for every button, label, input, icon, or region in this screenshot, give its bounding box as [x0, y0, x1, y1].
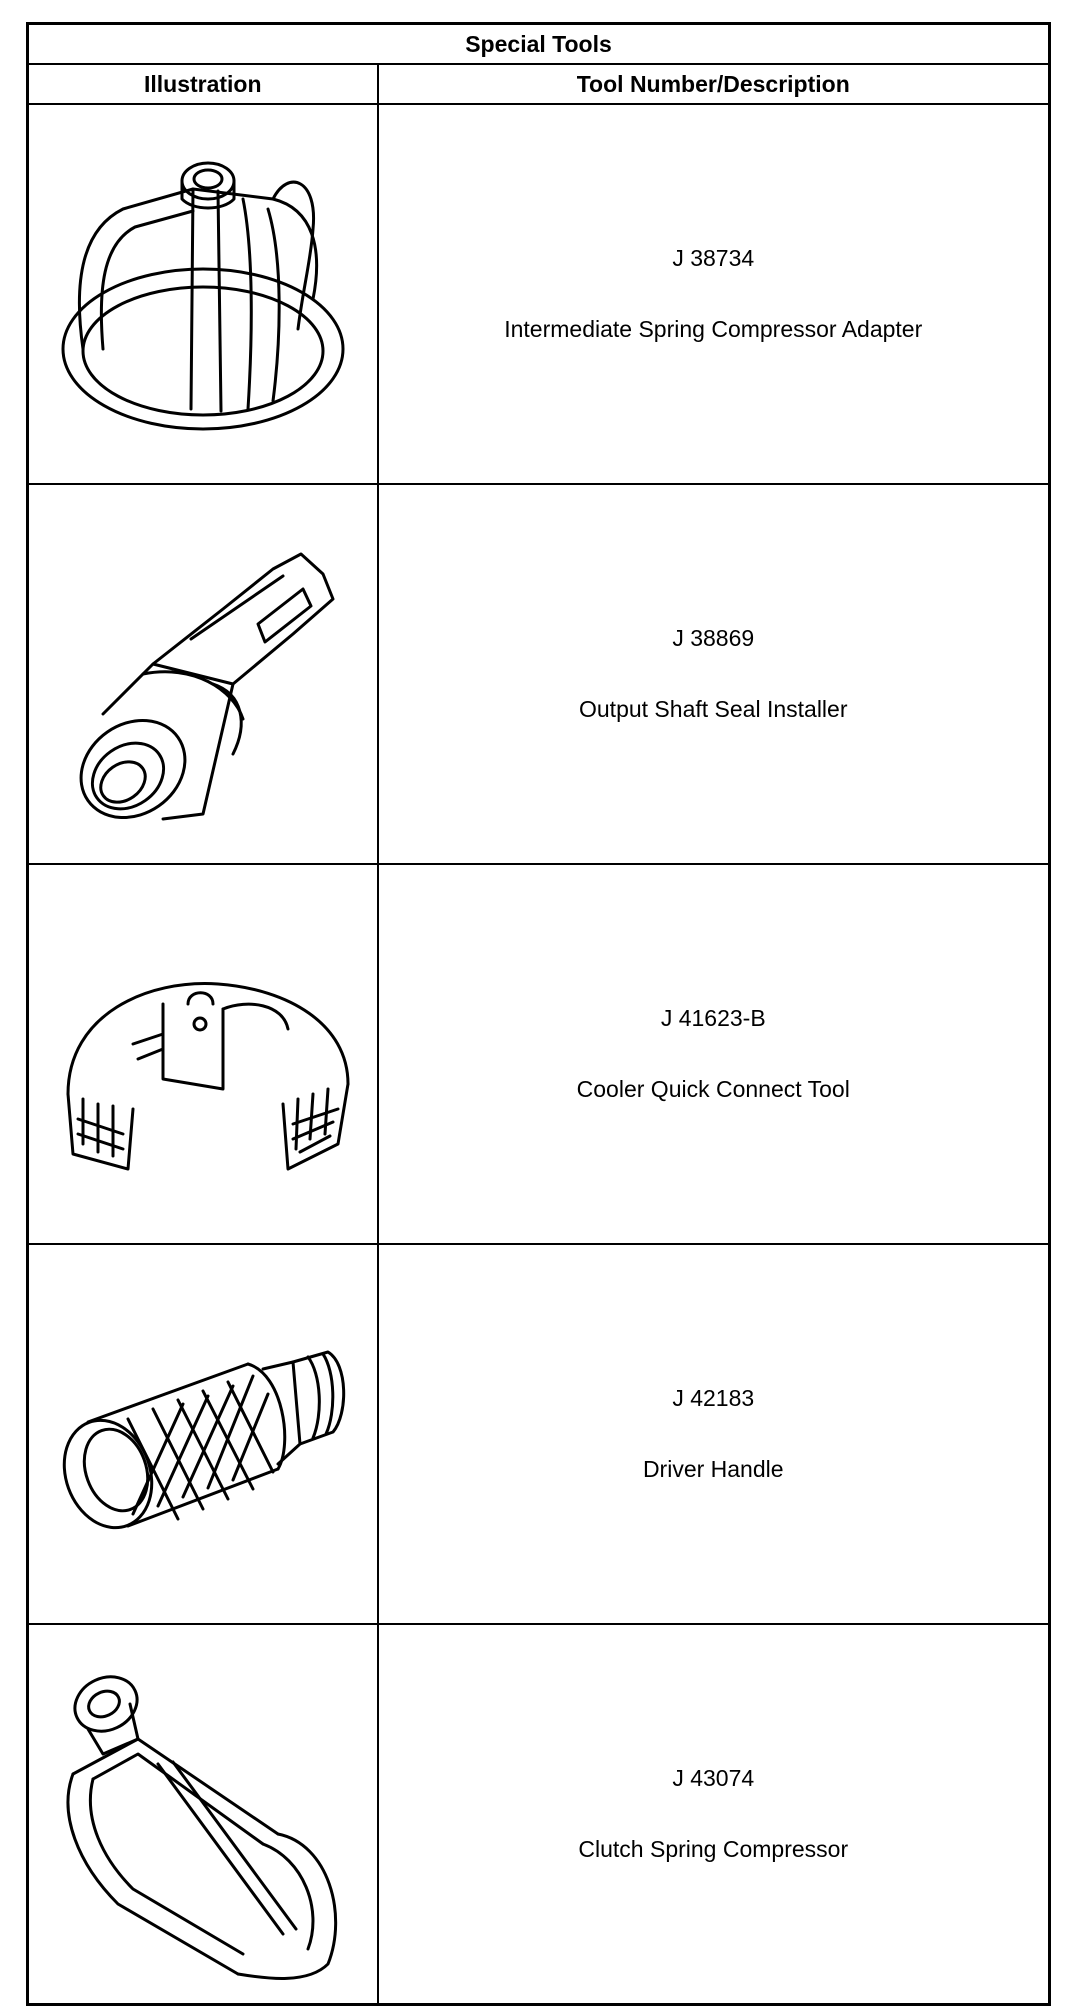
illustration-cell	[28, 1244, 378, 1624]
tool-description: Driver Handle	[642, 1456, 784, 1482]
table-title-row	[28, 24, 1050, 65]
tool-cell	[378, 104, 1050, 484]
tool-description: Clutch Spring Compressor	[578, 1836, 849, 1862]
tool-number: J 43074	[672, 1765, 755, 1791]
tool-number: J 38734	[672, 245, 755, 271]
quick-connect-tool-icon	[38, 894, 368, 1214]
table-row	[28, 484, 1050, 864]
clutch-spring-compressor-icon	[38, 1644, 368, 1984]
tool-description: Intermediate Spring Compressor Adapter	[504, 316, 923, 342]
tool-cell	[378, 864, 1050, 1244]
table-row	[28, 1244, 1050, 1624]
tool-number: J 42183	[672, 1385, 755, 1411]
illustration-header: Illustration	[28, 64, 378, 104]
tool-description: Output Shaft Seal Installer	[579, 696, 848, 722]
tool-number: J 41623-B	[660, 1005, 766, 1031]
spring-compressor-adapter-icon	[43, 129, 363, 459]
table-title: Special Tools	[28, 24, 1050, 65]
table-row	[28, 864, 1050, 1244]
tool-header: Tool Number/Description	[378, 64, 1050, 104]
table-row	[28, 1624, 1050, 2005]
table-row	[28, 104, 1050, 484]
illustration-cell	[28, 484, 378, 864]
driver-handle-icon	[38, 1284, 368, 1584]
illustration-cell	[28, 1624, 378, 2005]
tool-cell	[378, 1244, 1050, 1624]
illustration-cell	[28, 864, 378, 1244]
illustration-cell	[28, 104, 378, 484]
tool-description: Cooler Quick Connect Tool	[576, 1076, 850, 1102]
tool-number: J 38869	[672, 625, 755, 651]
table-header-row	[28, 64, 1050, 104]
tool-cell	[378, 1624, 1050, 2005]
special-tools-table	[26, 22, 1051, 2006]
tool-cell	[378, 484, 1050, 864]
seal-installer-icon	[43, 514, 363, 834]
